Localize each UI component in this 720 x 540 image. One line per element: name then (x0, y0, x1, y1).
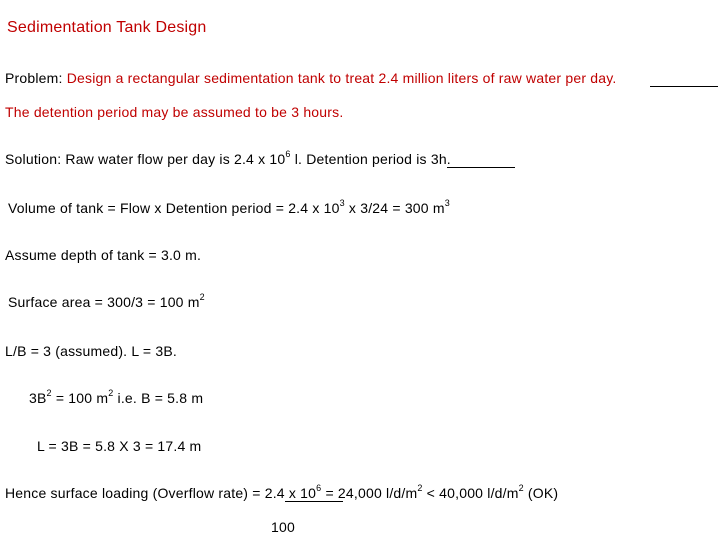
surface-area-line: Surface area = 300/3 = 100 $m^2$ (8, 292, 205, 310)
surface-loading-line: Hence surface loading (Overflow rate) = 2.4 x $10^6 = 24,000$ $l/d/m^2 < 40,000$ $l/d/m^2$ (OK) (5, 483, 559, 501)
ratio-line: L/B = 3 (assumed). L = 3B. (5, 343, 177, 359)
problem-text: Design a rectangular sedimentation tank to treat 2.4 million liters of raw water per day. (66, 70, 617, 86)
breadth-line: $3B^2 = 100$ $m^2$ i.e. B = 5.8 m (29, 388, 204, 406)
page-number: 100 (271, 519, 295, 535)
problem-underline (650, 86, 718, 87)
solution-label: Solution: (5, 151, 62, 167)
length-line: L = 3B = 5.8 X 3 = 17.4 m (37, 438, 202, 454)
depth-line: Assume depth of tank = 3.0 m. (5, 247, 202, 263)
solution-line (5, 150, 451, 168)
solution-underline (447, 167, 515, 168)
loading-underline (285, 501, 343, 502)
problem-line (5, 69, 617, 87)
solution-text: Raw water flow per day is 2.4 x $10^6$ l. Detention period is 3h. (65, 149, 451, 167)
volume-line: Volume of tank = Flow x Detention period = 2.4 x $10^3$ x 3/24 = 300 $m^3$ (8, 198, 450, 216)
problem-text-2: The detention period may be assumed to be 3 hours. (5, 104, 344, 120)
page-title: Sedimentation Tank Design (7, 19, 207, 36)
problem-label: Problem: (5, 70, 63, 86)
